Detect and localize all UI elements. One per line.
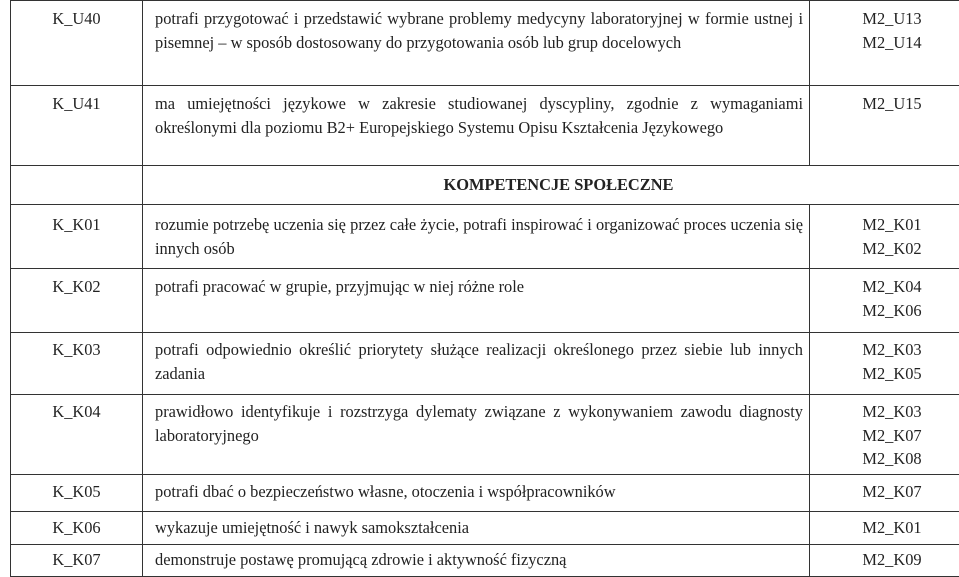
outcome-description: rozumie potrzebę uczenia się przez całe życie, potrafi inspirować i organizować proces uczenia się innych osób — [143, 205, 810, 269]
outcome-refs — [810, 86, 959, 166]
ref-code: M2_K07 — [810, 424, 959, 448]
outcome-refs — [810, 269, 959, 333]
table-row — [11, 269, 959, 333]
outcome-code: K_K04 — [11, 395, 143, 475]
outcome-code: K_K03 — [11, 333, 143, 395]
outcome-description: potrafi pracować w grupie, przyjmując w niej różne role — [143, 269, 810, 333]
table-row — [11, 205, 959, 269]
ref-code: M2_K06 — [810, 299, 959, 323]
outcome-code: K_U40 — [11, 1, 143, 86]
ref-code: M2_K08 — [810, 447, 959, 471]
outcome-refs — [810, 545, 959, 577]
section-header-row — [11, 166, 959, 205]
outcome-refs — [810, 512, 959, 545]
outcome-code: K_U41 — [11, 86, 143, 166]
table-row — [11, 86, 959, 166]
ref-code: M2_K01 — [810, 213, 959, 237]
outcome-description: wykazuje umiejętność i nawyk samokształcenia — [143, 512, 810, 545]
ref-code: M2_U14 — [810, 31, 959, 55]
table-row — [11, 395, 959, 475]
outcome-refs — [810, 395, 959, 475]
outcome-refs — [810, 333, 959, 395]
outcome-code: K_K02 — [11, 269, 143, 333]
ref-code: M2_K03 — [810, 400, 959, 424]
outcome-code: K_K06 — [11, 512, 143, 545]
ref-code: M2_K04 — [810, 275, 959, 299]
ref-code: M2_U13 — [810, 7, 959, 31]
outcome-refs — [810, 1, 959, 86]
outcome-description: demonstruje postawę promującą zdrowie i aktywność fizyczną — [143, 545, 810, 577]
outcome-description: prawidłowo identyfikuje i rozstrzyga dylematy związane z wykonywaniem zawodu diagnosty laboratoryjnego — [143, 395, 810, 475]
table-row — [11, 1, 959, 86]
outcome-code: K_K01 — [11, 205, 143, 269]
table-row — [11, 512, 959, 545]
outcome-description: potrafi odpowiednio określić priorytety służące realizacji określonego przez siebie lub innych zadania — [143, 333, 810, 395]
learning-outcomes-table — [10, 0, 959, 577]
outcome-description: potrafi przygotować i przedstawić wybrane problemy medycyny laboratoryjnej w formie ustnej i pisemnej – w sposób dostosowany do przygotowania osób lub grup docelowych — [143, 1, 810, 86]
outcome-code: K_K07 — [11, 545, 143, 577]
outcome-code: K_K05 — [11, 475, 143, 512]
ref-code: M2_U15 — [810, 92, 959, 116]
ref-code: M2_K05 — [810, 362, 959, 386]
ref-code: M2_K03 — [810, 338, 959, 362]
empty-cell — [11, 166, 143, 205]
outcome-refs — [810, 475, 959, 512]
ref-code: M2_K02 — [810, 237, 959, 261]
outcome-description: ma umiejętności językowe w zakresie studiowanej dyscypliny, zgodnie z wymaganiami określonymi dla poziomu B2+ Europejskiego Systemu Opisu Kształcenia Językowego — [143, 86, 810, 166]
ref-code: M2_K09 — [810, 548, 959, 572]
table-row — [11, 333, 959, 395]
outcome-description: potrafi dbać o bezpieczeństwo własne, otoczenia i współpracowników — [143, 475, 810, 512]
table-row — [11, 475, 959, 512]
outcome-refs — [810, 205, 959, 269]
ref-code: M2_K01 — [810, 516, 959, 540]
ref-code: M2_K07 — [810, 480, 959, 504]
section-header: KOMPETENCJE SPOŁECZNE — [143, 166, 959, 205]
table-row — [11, 545, 959, 577]
